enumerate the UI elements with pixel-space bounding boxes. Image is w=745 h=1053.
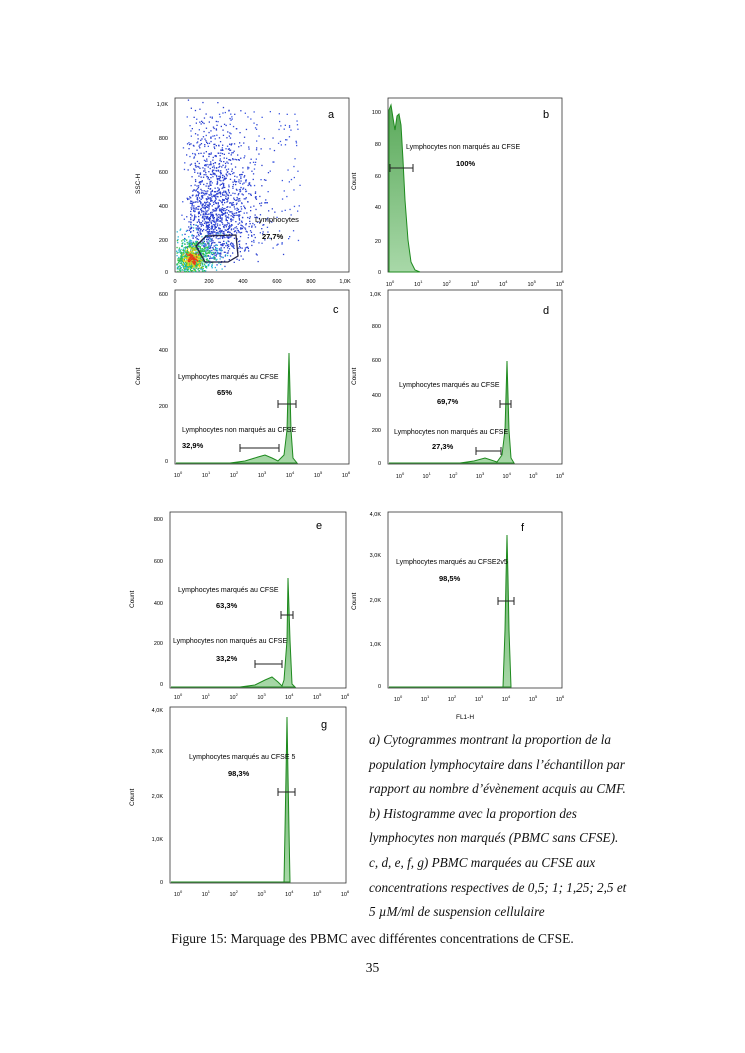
- panel-letter-b: b: [543, 109, 550, 121]
- log-tick-label: $10^2$: [449, 471, 458, 480]
- log-tick-label: $10^3$: [470, 279, 480, 288]
- pct-c-2: 32,9%: [182, 441, 204, 450]
- log-tick-label: $10^4$: [285, 692, 294, 701]
- page-number: 35: [365, 960, 380, 975]
- svg-text:1,0K: 1,0K: [156, 102, 168, 108]
- legend-line: b) Histogramme avec la proportion des: [369, 805, 577, 821]
- svg-text:20: 20: [374, 239, 381, 245]
- log-tick-label: $10^5$: [312, 692, 322, 701]
- log-tick-label: $10^0$: [173, 470, 183, 479]
- figure-caption: Figure 15: Marquage des PBMC avec différentes concentrations de CFSE.: [171, 931, 574, 946]
- svg-text:800: 800: [153, 517, 163, 523]
- panel-f: [351, 512, 565, 721]
- panel-letter-e: e: [316, 520, 323, 532]
- svg-text:200: 200: [204, 279, 214, 285]
- log-tick-label: $10^2$: [442, 279, 451, 288]
- svg-text:400: 400: [238, 279, 248, 285]
- pct-f-1: 98,5%: [439, 574, 461, 583]
- x-axis-label-f: FL1-H: [455, 714, 475, 721]
- log-tick-label: $10^3$: [257, 889, 266, 898]
- svg-text:600: 600: [158, 170, 168, 176]
- log-tick-label: $10^3$: [257, 692, 266, 701]
- label-d-2: Lymphocytes non marqués au CFSE: [394, 429, 509, 436]
- svg-text:800: 800: [306, 279, 316, 285]
- svg-text:60: 60: [374, 174, 381, 180]
- svg-text:0: 0: [377, 684, 381, 690]
- y-axis-label-a: SSC-H: [135, 173, 142, 194]
- pct-c-1: 65%: [217, 388, 233, 397]
- svg-text:100: 100: [371, 110, 381, 116]
- svg-text:3,0K: 3,0K: [151, 749, 163, 755]
- log-tick-label: $10^1$: [420, 694, 430, 703]
- x-ticks-a: [173, 279, 351, 285]
- label-b-1: Lymphocytes non marqués au CFSE: [406, 144, 521, 151]
- log-tick-label: $10^2$: [229, 889, 238, 898]
- svg-text:600: 600: [153, 559, 163, 565]
- svg-text:2,0K: 2,0K: [369, 598, 381, 604]
- svg-text:200: 200: [158, 238, 168, 244]
- svg-text:600: 600: [158, 292, 168, 298]
- log-tick-label: $10^3$: [257, 470, 267, 479]
- figure-legend: [369, 728, 647, 925]
- log-tick-label: $10^3$: [474, 694, 484, 703]
- panel-e: [129, 512, 350, 701]
- histogram-e: [171, 578, 295, 687]
- svg-text:4,0K: 4,0K: [151, 708, 163, 714]
- svg-text:200: 200: [153, 641, 163, 647]
- log-tick-label: $10^1$: [201, 470, 211, 479]
- log-tick-label: $10^6$: [340, 692, 350, 701]
- svg-text:2,0K: 2,0K: [151, 794, 163, 800]
- svg-text:0: 0: [159, 682, 163, 688]
- label-d-1: Lymphocytes marqués au CFSE: [399, 382, 500, 389]
- svg-text:Count: Count: [129, 590, 136, 608]
- svg-text:400: 400: [371, 393, 381, 399]
- panel-letter-d: d: [543, 305, 550, 317]
- legend-line: population lymphocytaire dans l’échantillon par: [369, 756, 625, 772]
- svg-text:0: 0: [377, 461, 381, 467]
- log-tick-label: $10^5$: [527, 279, 536, 288]
- log-tick-label: $10^1$: [201, 889, 211, 898]
- log-tick-label: $10^6$: [555, 279, 565, 288]
- svg-text:1,0K: 1,0K: [151, 837, 163, 843]
- log-tick-label: $10^6$: [341, 470, 351, 479]
- legend-line: 5 µM/ml de suspension cellulaire: [369, 904, 545, 920]
- svg-text:600: 600: [272, 279, 282, 285]
- log-tick-label: $10^2$: [229, 692, 238, 701]
- histogram-f: [389, 535, 511, 687]
- legend-line: rapport au nombre d’évènement acquis au CMF.: [369, 781, 626, 797]
- svg-text:40: 40: [374, 205, 381, 211]
- panel-letter-c: c: [333, 304, 339, 316]
- log-tick-label: $10^2$: [447, 694, 457, 703]
- log-tick-label: $10^0$: [395, 471, 405, 480]
- histogram-g: [171, 717, 290, 882]
- log-tick-label: $10^4$: [499, 279, 508, 288]
- svg-text:0: 0: [173, 279, 177, 285]
- log-tick-label: $10^1$: [422, 471, 431, 480]
- label-c-2: Lymphocytes non marqués au CFSE: [182, 427, 297, 434]
- svg-text:600: 600: [371, 358, 381, 364]
- log-tick-label: $10^0$: [173, 692, 183, 701]
- svg-text:800: 800: [371, 324, 381, 330]
- legend-line: c, d, e, f, g) PBMC marquées au CFSE aux: [369, 854, 596, 870]
- log-tick-label: $10^5$: [312, 889, 322, 898]
- svg-text:1,0K: 1,0K: [369, 292, 381, 298]
- log-tick-label: $10^5$: [313, 470, 323, 479]
- log-tick-label: $10^1$: [201, 692, 211, 701]
- svg-text:200: 200: [158, 404, 168, 410]
- svg-text:400: 400: [158, 204, 168, 210]
- svg-text:1,0K: 1,0K: [369, 642, 381, 648]
- svg-text:4,0K: 4,0K: [369, 512, 381, 518]
- log-tick-label: $10^1$: [414, 279, 423, 288]
- log-tick-label: $10^3$: [475, 471, 485, 480]
- log-tick-label: $10^6$: [555, 471, 565, 480]
- legend-line: lymphocytes non marqués (PBMC sans CFSE).: [369, 830, 619, 846]
- log-tick-label: $10^4$: [501, 694, 511, 703]
- y-ticks-a: [157, 102, 169, 276]
- pct-e-2: 33,2%: [216, 654, 238, 663]
- panel-letter-f: f: [521, 522, 525, 534]
- panel-g: [129, 707, 350, 898]
- svg-text:0: 0: [164, 270, 168, 276]
- svg-text:1,0K: 1,0K: [339, 279, 351, 285]
- svg-text:80: 80: [374, 142, 381, 148]
- svg-text:0: 0: [159, 880, 163, 886]
- label-c-1: Lymphocytes marqués au CFSE: [178, 374, 279, 381]
- svg-text:200: 200: [371, 428, 381, 434]
- log-tick-label: $10^6$: [340, 889, 350, 898]
- log-tick-label: $10^5$: [528, 694, 538, 703]
- svg-text:Count: Count: [135, 367, 142, 385]
- panel-letter-g: g: [321, 719, 328, 731]
- log-tick-label: $10^6$: [555, 694, 565, 703]
- svg-text:400: 400: [158, 348, 168, 354]
- svg-text:Count: Count: [351, 592, 358, 610]
- log-tick-label: $10^0$: [393, 694, 403, 703]
- label-g-1: Lymphocytes marqués au CFSE 5: [189, 754, 296, 761]
- svg-text:3,0K: 3,0K: [369, 553, 381, 559]
- pct-d-1: 69,7%: [437, 397, 459, 406]
- log-tick-label: $10^4$: [285, 470, 295, 479]
- svg-text:0: 0: [164, 459, 168, 465]
- panel-a: [135, 98, 351, 285]
- pct-d-2: 27,3%: [432, 442, 454, 451]
- label-e-2: Lymphocytes non marqués au CFSE: [173, 638, 288, 645]
- panel-letter-a: a: [328, 109, 335, 121]
- log-tick-label: $10^4$: [285, 889, 294, 898]
- pct-b-1: 100%: [456, 159, 476, 168]
- svg-text:Count: Count: [351, 367, 358, 385]
- log-tick-label: $10^0$: [385, 279, 395, 288]
- svg-text:800: 800: [158, 136, 168, 142]
- svg-text:Count: Count: [129, 788, 136, 806]
- histogram-b: [389, 105, 420, 272]
- legend-line: concentrations respectives de 0,5; 1; 1,25; 2,5 et: [369, 879, 627, 895]
- log-tick-label: $10^4$: [502, 471, 511, 480]
- y-axis-label-b: Count: [351, 172, 358, 190]
- panel-d: [351, 290, 565, 480]
- log-tick-label: $10^5$: [529, 471, 538, 480]
- svg-text:400: 400: [153, 601, 163, 607]
- panel-b: [351, 98, 565, 288]
- log-tick-label: $10^0$: [173, 889, 183, 898]
- label-f-1: Lymphocytes marqués au CFSE2v5: [396, 559, 508, 566]
- legend-line: a) Cytogrammes montrant la proportion de la: [369, 732, 612, 747]
- label-e-1: Lymphocytes marqués au CFSE: [178, 587, 279, 594]
- pct-g-1: 98,3%: [228, 769, 250, 778]
- svg-text:0: 0: [377, 270, 381, 276]
- scatter-dots: [176, 100, 301, 273]
- panel-c: [135, 290, 351, 479]
- log-tick-label: $10^2$: [229, 470, 239, 479]
- gate-label: Lymphocytes: [255, 215, 299, 224]
- gate-percent: 27,7%: [262, 232, 284, 241]
- pct-e-1: 63,3%: [216, 601, 238, 610]
